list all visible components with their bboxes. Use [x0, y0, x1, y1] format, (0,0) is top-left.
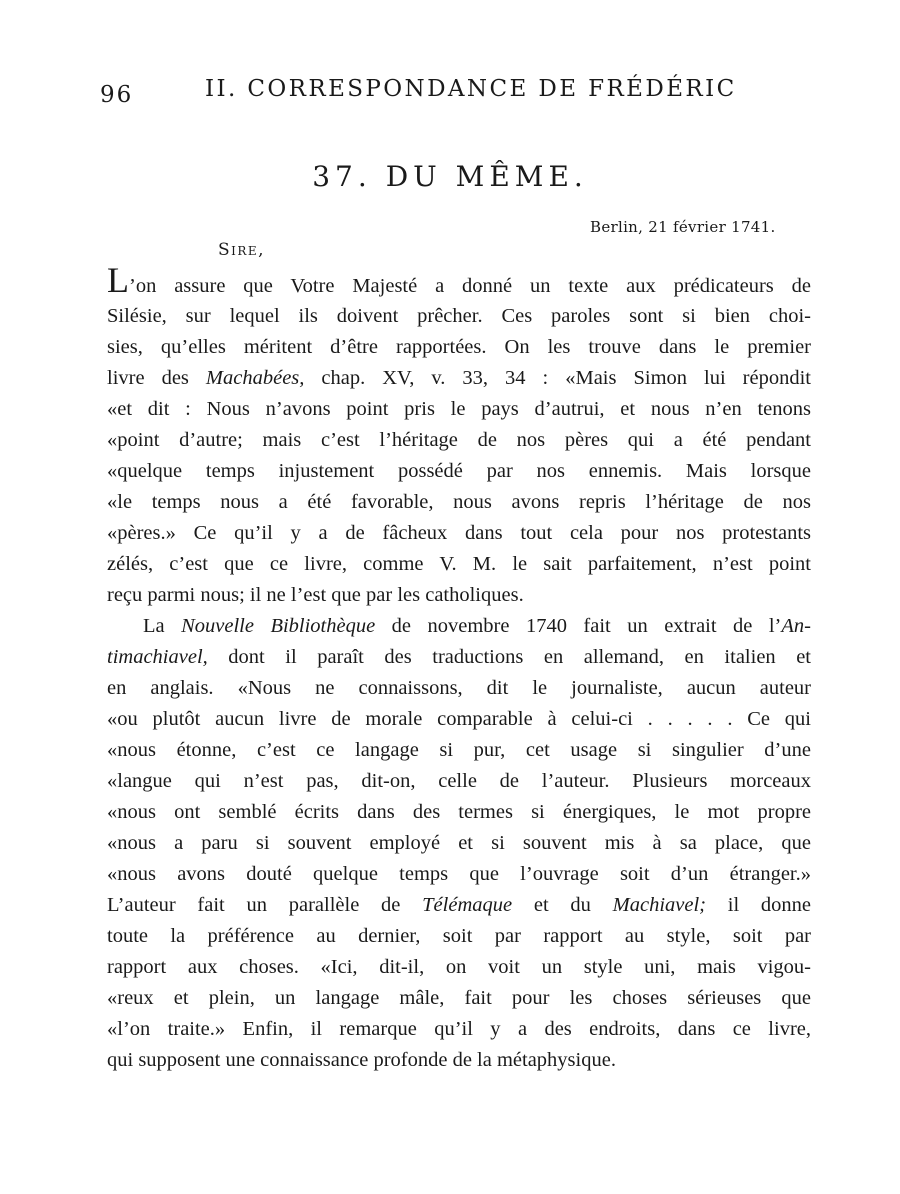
italic-title: Nouvelle Bibliothèque: [181, 615, 376, 637]
text-line: «point d’autre; mais c’est l’héritage de nos pères qui a été pendant: [107, 429, 811, 451]
drop-cap: L: [107, 260, 129, 300]
text-line: L’auteur fait un parallèle de Télémaque et du Machiavel; il donne: [107, 894, 811, 916]
text-line: «et dit : Nous n’avons point pris le pays d’autrui, et nous n’en tenons: [107, 398, 811, 420]
text-line: «langue qui n’est pas, dit-on, celle de l’auteur. Plusieurs morceaux: [107, 770, 811, 792]
text-line: reçu parmi nous; il ne l’est que par les catholiques.: [107, 584, 524, 606]
text-line: «le temps nous a été favorable, nous avons repris l’héritage de nos: [107, 491, 811, 513]
italic-title: timachiavel,: [107, 646, 208, 668]
text-line: «quelque temps injustement possédé par nos ennemis. Mais lorsque: [107, 460, 811, 482]
letter-number: 37.: [312, 160, 372, 193]
text-line: «ou plutôt aucun livre de morale comparable à celui-ci . . . . . Ce qui: [107, 708, 811, 730]
dateline: Berlin, 21 février 1741.: [590, 218, 776, 236]
letter-body: [107, 260, 811, 1076]
text-line: «pères.» Ce qu’il y a de fâcheux dans tout cela pour nos protestants: [107, 522, 811, 544]
letter-heading: [0, 160, 900, 193]
italic-title: Machiavel;: [612, 894, 706, 916]
salutation: Sire,: [218, 240, 266, 260]
text-line: «nous étonne, c’est ce langage si pur, cet usage si singulier d’une: [107, 739, 811, 761]
italic-title: An-: [781, 615, 811, 637]
text-line: La Nouvelle Bibliothèque de novembre 1740 fait un extrait de l’An-: [143, 615, 811, 637]
page-number: 96: [100, 82, 134, 108]
letter-title: DU MÊME.: [385, 160, 588, 193]
running-header: [100, 72, 740, 112]
text-line: qui supposent une connaissance profonde de la métaphysique.: [107, 1049, 616, 1071]
text-line: toute la préférence au dernier, soit par rapport au style, soit par: [107, 925, 811, 947]
text-line: «nous avons douté quelque temps que l’ouvrage soit d’un étranger.»: [107, 863, 811, 885]
text-line: en anglais. «Nous ne connaissons, dit le journaliste, aucun auteur: [107, 677, 811, 699]
text-line: «l’on traite.» Enfin, il remarque qu’il y a des endroits, dans ce livre,: [107, 1018, 811, 1040]
text-line: «reux et plein, un langage mâle, fait pour les choses sérieuses que: [107, 987, 811, 1009]
text-line: «nous a paru si souvent employé et si souvent mis à sa place, que: [107, 832, 811, 854]
text-line: timachiavel, dont il paraît des traductions en allemand, en italien et: [107, 646, 811, 668]
italic-title: Télémaque: [422, 894, 513, 916]
text-line: zélés, c’est que ce livre, comme V. M. le sait parfaitement, n’est point: [107, 553, 811, 575]
text-line: «nous ont semblé écrits dans des termes si énergiques, le mot propre: [107, 801, 811, 823]
text-line: L’on assure que Votre Majesté a donné un texte aux prédicateurs de: [107, 260, 811, 300]
text-line: livre des Machabées, chap. XV, v. 33, 34 : «Mais Simon lui répondit: [107, 367, 811, 389]
text-line: rapport aux choses. «Ici, dit-il, on voit un style uni, mais vigou-: [107, 956, 811, 978]
italic-title: Machabées,: [205, 367, 305, 389]
running-title: II. CORRESPONDANCE DE FRÉDÉRIC: [205, 76, 737, 102]
text-line: Silésie, sur lequel ils doivent prêcher. Ces paroles sont si bien choi-: [107, 305, 811, 327]
text-line: sies, qu’elles méritent d’être rapportées. On les trouve dans le premier: [107, 336, 811, 358]
